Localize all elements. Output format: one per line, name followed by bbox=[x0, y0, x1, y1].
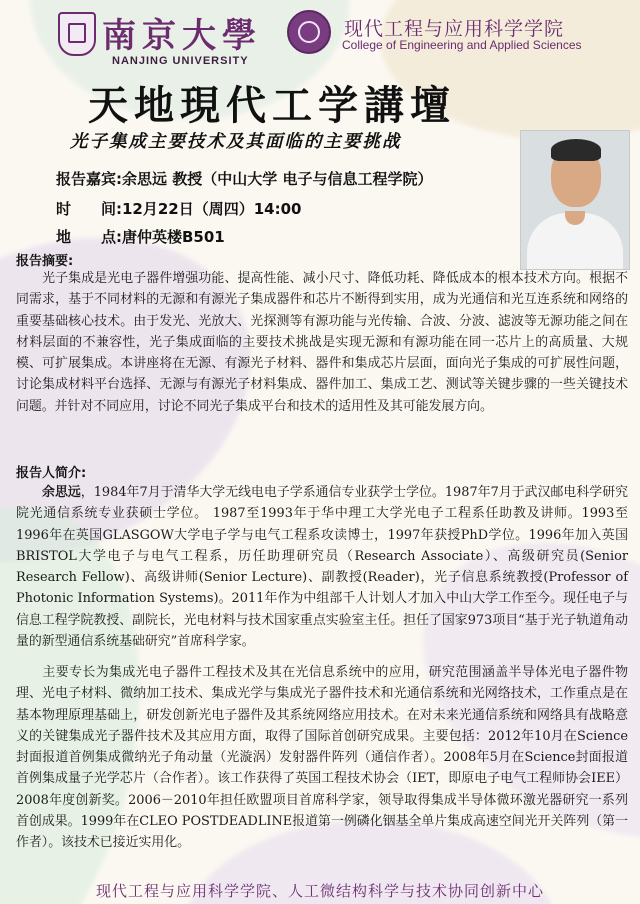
college-name-en: College of Engineering and Applied Sciences bbox=[342, 38, 582, 52]
college-name-cn: 现代工程与应用科学学院 bbox=[344, 18, 565, 40]
university-seal-icon bbox=[58, 12, 96, 56]
abstract-text bbox=[16, 268, 628, 417]
speaker-photo bbox=[520, 130, 630, 270]
speaker-label: 报告嘉宾: bbox=[56, 170, 122, 188]
time-line bbox=[56, 198, 302, 219]
speaker-line bbox=[56, 168, 432, 189]
speaker-value: 余思远 教授（中山大学 电子与信息工程学院） bbox=[122, 170, 433, 188]
university-name-cn: 南京大學 bbox=[102, 16, 262, 56]
time-label: 时 间: bbox=[56, 200, 122, 218]
header bbox=[0, 0, 640, 70]
bio-paragraph-1 bbox=[16, 482, 628, 652]
abstract-body: 光子集成是光电子器件增强功能、提高性能、减小尺寸、降低功耗、降低成本的根本技术方向。根据不同需求，基于不同材料的无源和有源光子集成器件和芯片不断得到实用，成为光通信和光互连系统和网络的重要基础核心技术。由于发光、光放大、光探测等有源功能与光传输、合波、分波、滤波等无源功能之间在材料层面的不兼容性，光子集成面临的主要技术挑战是实现无源和有源功能在同一芯片上的高质量、大规模、可扩展集成。本讲座将在无源、有源光子材料、器件和集成芯片层面，面向光子集成的可扩展性问题，讨论集成材料平台选择、无源与有源光子材料集成、器件加工、集成工艺、测试等关键步骤的一些关键技术问题。并针对不同应用，讨论不同光子集成平台和技术的适用性及其可能发展方向。 bbox=[16, 271, 628, 414]
bio-text-1: ，1984年7月于清华大学无线电电子学系通信专业获学士学位。1987年7月于武汉邮电科学研究院光通信系统专业获硕士学位。 1987至1993年于华中理工大学光电子工程系任助教及讲师。1993至1996年在英国GLASGOW大学电子学与电气工程系攻读博士，1997年获授PhD学位。1996年加入英国BRISTOL大学电子与电气工程系，历任助理研究员（Research Associate）、高级研究员(Senior Research Fellow)、高级讲师(Senior Lecture)、副教授(Reader)，光子信息系统教授(Professor of Photonic Information Systems)。2011年作为中组部千人计划人才加入中山大学工作至今。现任电子与信息工程学院教授、副院长，光电材料与技术国家重点实验室主任。担任了国家973项目“基于光子轨道角动量的新型通信系统基础研究”首席科学家。 bbox=[16, 485, 629, 650]
speaker-name: 余思远 bbox=[42, 485, 81, 500]
bio-paragraph-2 bbox=[16, 662, 628, 854]
university-name-en: NANJING UNIVERSITY bbox=[112, 55, 249, 67]
time-value: 12月22日（周四）14:00 bbox=[122, 200, 302, 218]
footer-organizers: 现代工程与应用科学学院、人工微结构科学与技术协同创新中心 bbox=[95, 882, 544, 900]
bio-heading: 报告人简介: bbox=[16, 466, 87, 481]
place-value: 唐仲英楼B501 bbox=[122, 228, 225, 246]
series-title: 天地現代工学講壇 bbox=[88, 82, 456, 129]
college-logo-icon bbox=[287, 10, 331, 54]
place-line bbox=[56, 226, 225, 247]
abstract-heading: 报告摘要: bbox=[16, 254, 74, 269]
bio-text-2: 主要专长为集成光电子器件工程技术及其在光信息系统中的应用，研究范围涵盖半导体光电子器件物理、光电子材料、微纳加工技术、集成光学与集成光子器件技术和光通信系统和光网络技术，工作重点是在基本物理原理基础上，研发创新光电子器件及其系统网络应用技术。在对未来光通信系统和网络具有战略意义的关键集成光子器件技术及其应用方面，取得了国际首创研究成果。主要包括：2012年10月在Science封面报道首例集成微纳光子角动量（光漩涡）发射器件阵列（通信作者）。2008年5月在Science封面报道首例集成量子光学芯片（合作者）。该工作获得了英国工程技术协会（IET，即原电子电气工程师协会IEE）2008年度创新奖。2006－2010年担任欧盟项目首席科学家，领导取得集成半导体微环激光器研究一系列首创成果。1999年在CLEO POSTDEADLINE报道第一例磷化铟基全单片集成高速空间光开关阵列（第一作者）。该技术已接近实用化。 bbox=[16, 665, 628, 851]
place-label: 地 点: bbox=[56, 228, 122, 246]
lecture-topic: 光子集成主要技术及其面临的主要挑战 bbox=[70, 132, 402, 152]
